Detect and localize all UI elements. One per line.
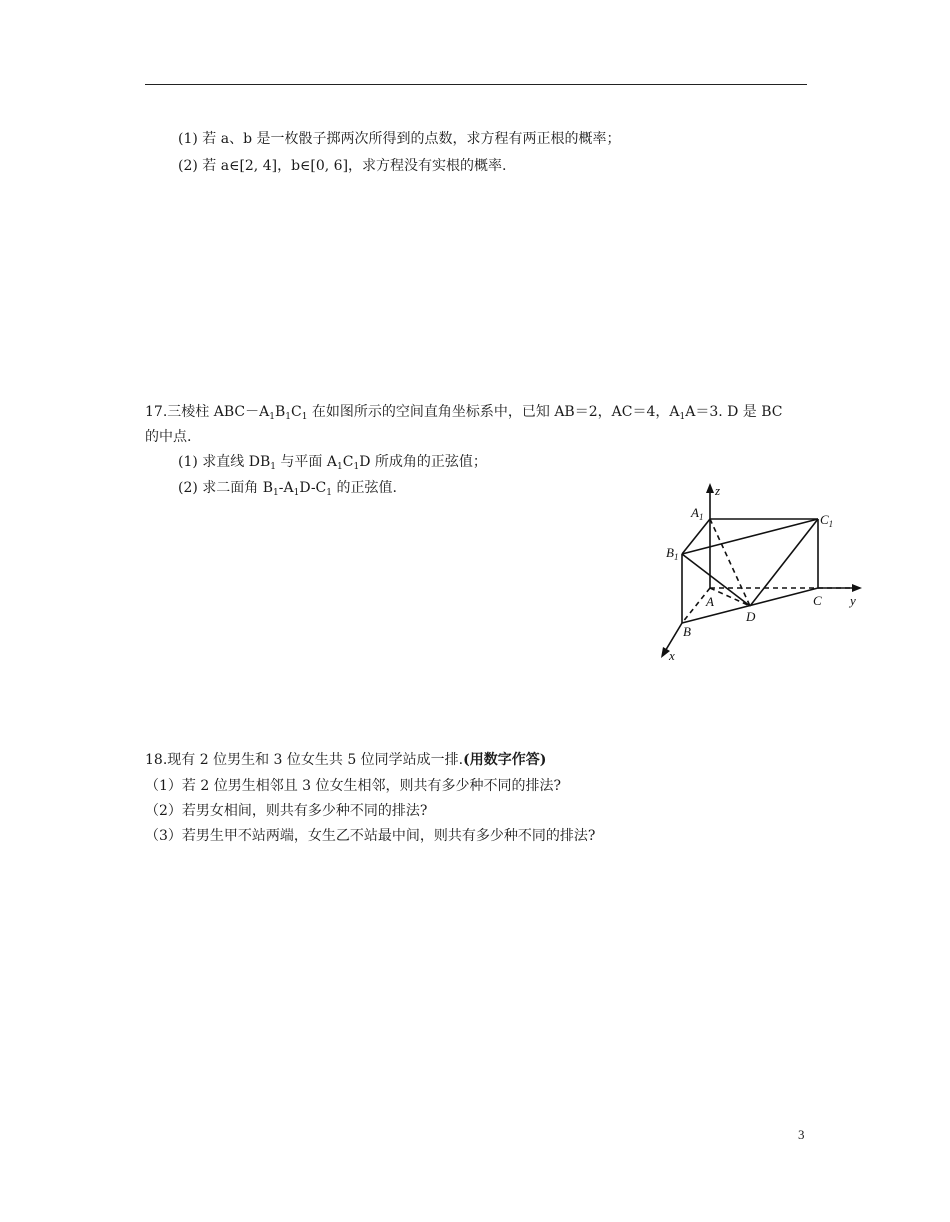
edge-B1D xyxy=(682,554,750,606)
label-B: B xyxy=(683,624,691,639)
q16-part2: (2) 若 a∈[2, 4]，b∈[0, 6]，求方程没有实根的概率. xyxy=(178,158,507,174)
q17-stem-line2: 的中点. xyxy=(145,429,192,445)
z-arrow xyxy=(706,483,714,493)
label-A1: $A_1$ xyxy=(691,505,704,522)
q18-part3: （3）若男生甲不站两端，女生乙不站最中间，则共有多少种不同的排法? xyxy=(145,828,596,844)
label-z: z xyxy=(715,483,721,498)
q18-part2: （2）若男女相间，则共有多少种不同的排法? xyxy=(145,803,428,819)
label-D: D xyxy=(746,609,756,624)
q16-part1: (1) 若 a、b 是一枚骰子掷两次所得到的点数，求方程有两正根的概率； xyxy=(178,131,621,147)
label-y: y xyxy=(850,593,856,608)
edge-C1D xyxy=(750,519,818,606)
page-number: 3 xyxy=(798,1127,805,1142)
q17-part2: (2) 求二面角 $B_1-A_1D-C_1$ 的正弦值. xyxy=(178,480,397,498)
header-rule xyxy=(145,84,807,85)
y-arrow xyxy=(852,584,862,592)
label-C1: $C_1$ xyxy=(820,512,834,529)
label-x: x xyxy=(669,648,675,663)
label-A: A xyxy=(706,594,714,609)
edge-A1D xyxy=(710,519,750,606)
label-C: C xyxy=(813,593,822,608)
q17-part1: (1) 求直线 $DB_1$ 与平面 $A_1C_1D$ 所成角的正弦值； xyxy=(178,454,487,472)
edge-B1C1 xyxy=(682,519,818,554)
edge-A1B1 xyxy=(682,519,710,554)
prism-figure xyxy=(655,478,875,668)
label-B1: $B_1$ xyxy=(666,545,679,562)
q18-part1: （1）若 2 位男生相邻且 3 位女生相邻，则共有多少种不同的排法? xyxy=(145,778,562,794)
q18-stem: 18.现有 2 位男生和 3 位女生共 5 位同学站成一排.(用数字作答) xyxy=(145,752,547,768)
q17-stem-line1: 17.三棱柱 $ABC-A_1B_1C_1$ 在如图所示的空间直角坐标系中，已知 AB＝2，AC＝4，$A_1A=3$. D 是 BC xyxy=(145,404,783,422)
